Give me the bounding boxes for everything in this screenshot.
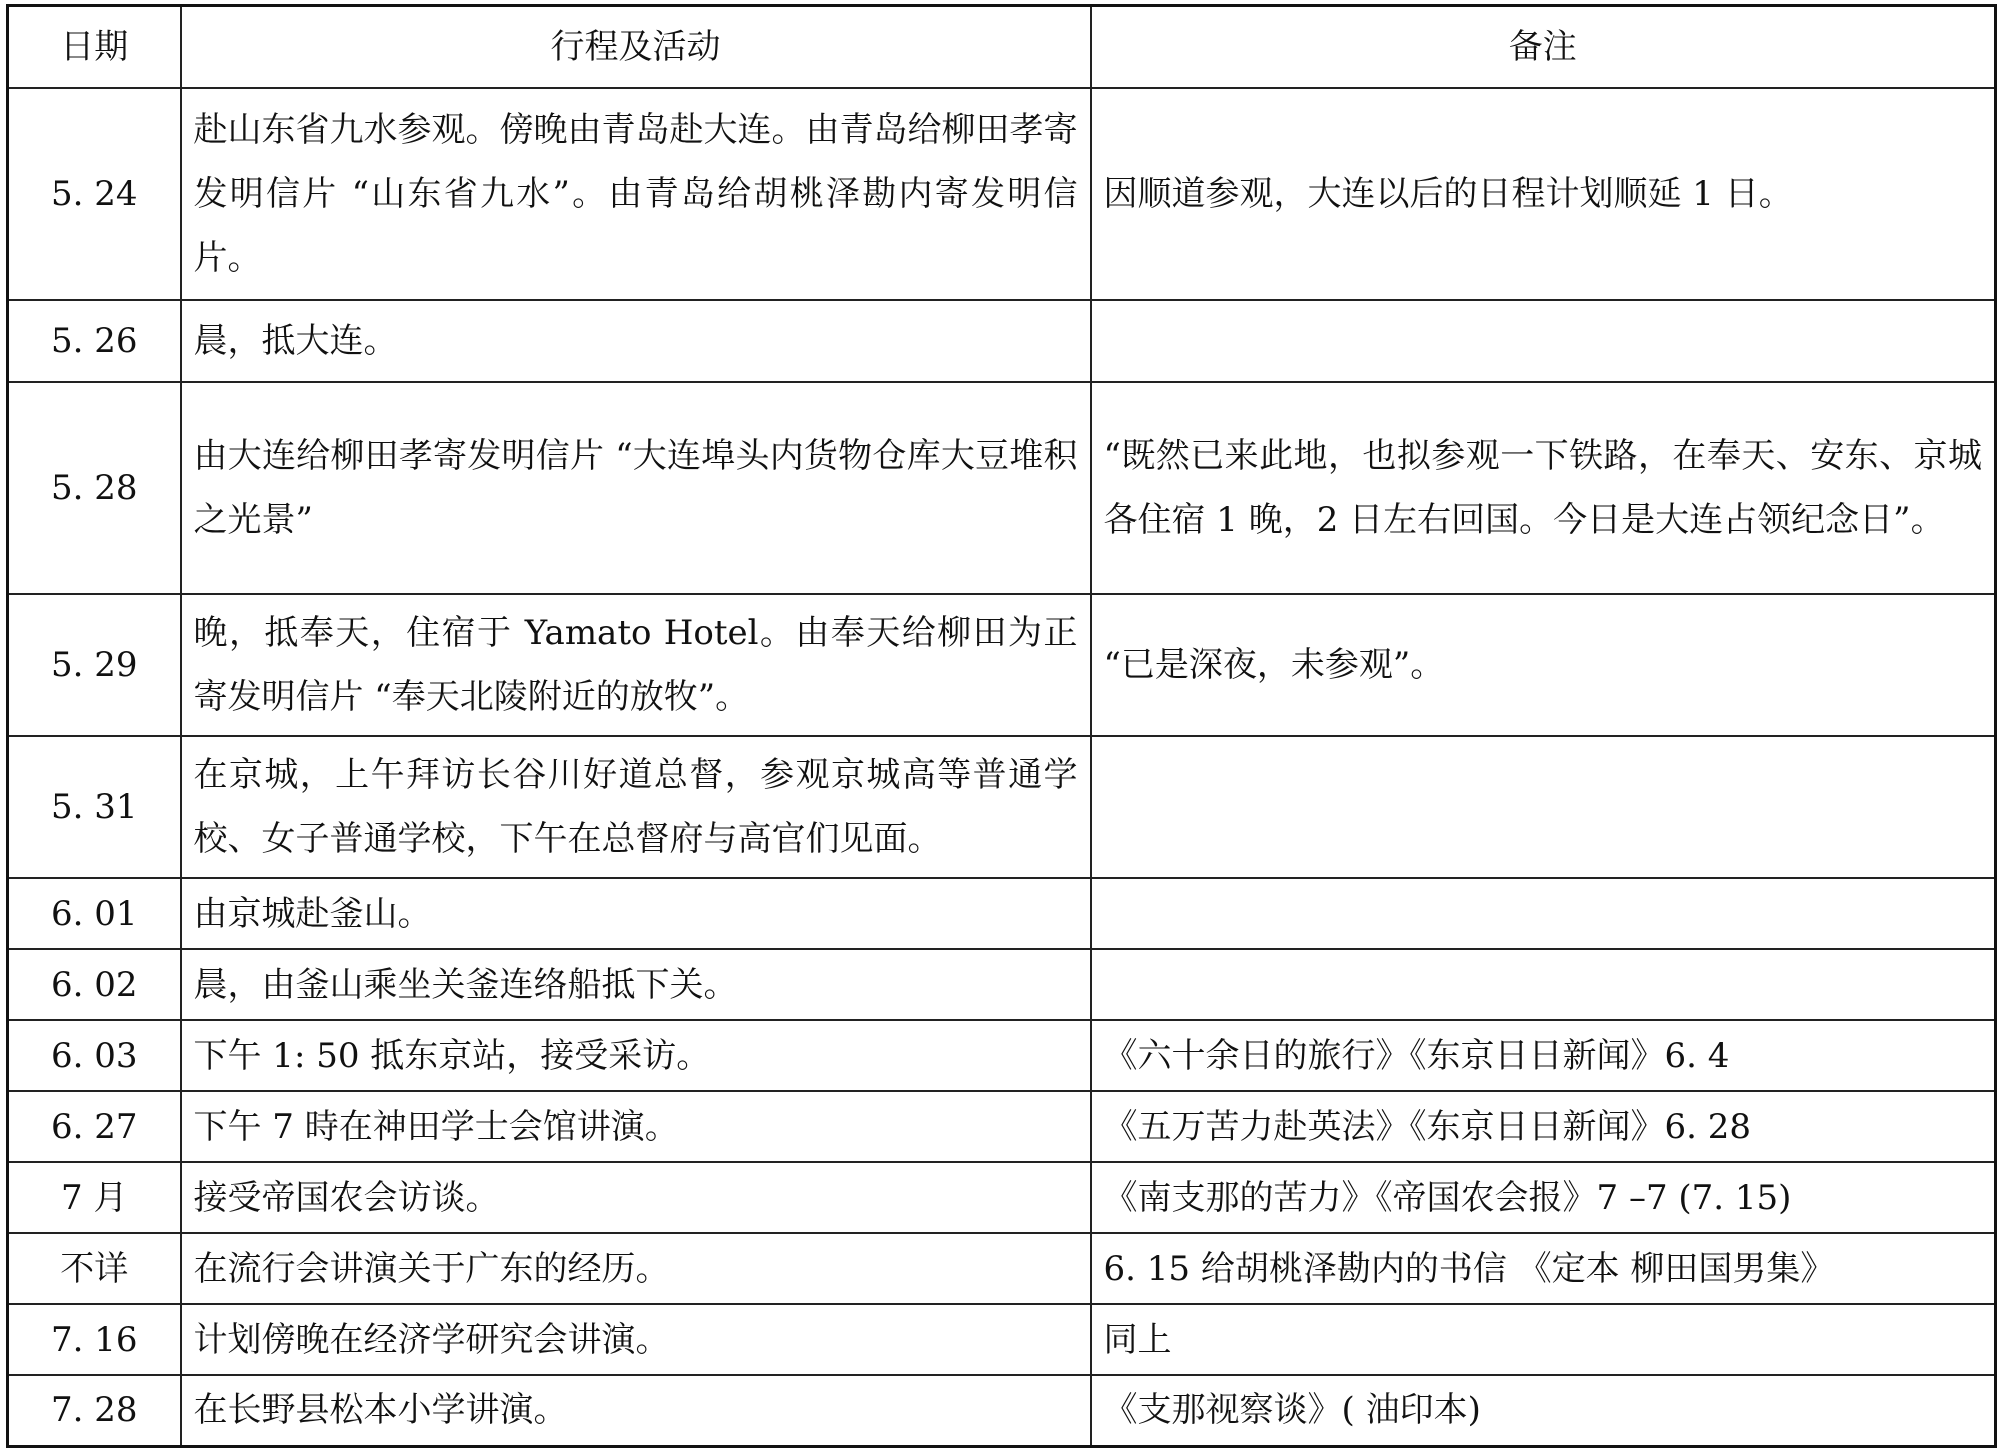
row-note: “已是深夜，未参观”。	[1091, 594, 1996, 736]
row-activity: 在京城，上午拜访长谷川好道总督，参观京城高等普通学校、女子普通学校，下午在总督府与高官们见面。	[181, 736, 1091, 878]
row-activity: 下午 1: 50 抵东京站，接受采访。	[181, 1020, 1091, 1091]
row-activity: 在长野县松本小学讲演。	[181, 1375, 1091, 1446]
row-activity: 晨，抵大连。	[181, 300, 1091, 382]
table-row	[8, 1233, 1996, 1304]
row-note: 6. 15 给胡桃泽勘内的书信 《定本 柳田国男集》	[1091, 1233, 1996, 1304]
row-note: 《五万苦力赴英法》《东京日日新闻》6. 28	[1091, 1091, 1996, 1162]
row-date: 7 月	[8, 1162, 181, 1233]
row-date: 5. 31	[8, 736, 181, 878]
table-header-row	[8, 6, 1996, 89]
row-date: 6. 27	[8, 1091, 181, 1162]
row-date: 6. 02	[8, 949, 181, 1020]
table-row	[8, 1020, 1996, 1091]
row-note: 《六十余日的旅行》《东京日日新闻》6. 4	[1091, 1020, 1996, 1091]
row-date: 6. 01	[8, 878, 181, 949]
row-date: 5. 29	[8, 594, 181, 736]
table-row	[8, 88, 1996, 300]
table-row	[8, 949, 1996, 1020]
row-note: 同上	[1091, 1304, 1996, 1375]
row-activity: 赴山东省九水参观。傍晚由青岛赴大连。由青岛给柳田孝寄发明信片 “山东省九水”。由青岛给胡桃泽勘内寄发明信片。	[181, 88, 1091, 300]
row-activity: 由大连给柳田孝寄发明信片 “大连埠头内货物仓库大豆堆积之光景”	[181, 382, 1091, 594]
row-note	[1091, 949, 1996, 1020]
row-date: 7. 28	[8, 1375, 181, 1446]
header-date: 日期	[8, 6, 181, 89]
table-row	[8, 1091, 1996, 1162]
row-activity: 计划傍晚在经济学研究会讲演。	[181, 1304, 1091, 1375]
table-row	[8, 1304, 1996, 1375]
row-activity: 晨，由釜山乘坐关釜连络船抵下关。	[181, 949, 1091, 1020]
row-date: 7. 16	[8, 1304, 181, 1375]
table-row	[8, 300, 1996, 382]
row-note: 《南支那的苦力》《帝国农会报》7 –7 (7. 15)	[1091, 1162, 1996, 1233]
table-row	[8, 1375, 1996, 1446]
row-date: 5. 24	[8, 88, 181, 300]
row-activity: 由京城赴釜山。	[181, 878, 1091, 949]
row-note	[1091, 736, 1996, 878]
table-row	[8, 736, 1996, 878]
row-note	[1091, 300, 1996, 382]
itinerary-table	[6, 4, 1997, 1448]
row-date: 不详	[8, 1233, 181, 1304]
table-row	[8, 594, 1996, 736]
itinerary-table-container	[6, 4, 1994, 1448]
row-note: 因顺道参观，大连以后的日程计划顺延 1 日。	[1091, 88, 1996, 300]
table-row	[8, 382, 1996, 594]
row-date: 6. 03	[8, 1020, 181, 1091]
row-activity: 在流行会讲演关于广东的经历。	[181, 1233, 1091, 1304]
row-activity: 晚，抵奉天，住宿于 Yamato Hotel。由奉天给柳田为正寄发明信片 “奉天北陵附近的放牧”。	[181, 594, 1091, 736]
header-note: 备注	[1091, 6, 1996, 89]
row-note: “既然已来此地，也拟参观一下铁路，在奉天、安东、京城各住宿 1 晚，2 日左右回国。今日是大连占领纪念日”。	[1091, 382, 1996, 594]
table-row	[8, 1162, 1996, 1233]
row-date: 5. 28	[8, 382, 181, 594]
row-date: 5. 26	[8, 300, 181, 382]
row-activity: 下午 7 時在神田学士会馆讲演。	[181, 1091, 1091, 1162]
row-note: 《支那视察谈》( 油印本)	[1091, 1375, 1996, 1446]
row-activity: 接受帝国农会访谈。	[181, 1162, 1091, 1233]
table-row	[8, 878, 1996, 949]
row-note	[1091, 878, 1996, 949]
header-activity: 行程及活动	[181, 6, 1091, 89]
